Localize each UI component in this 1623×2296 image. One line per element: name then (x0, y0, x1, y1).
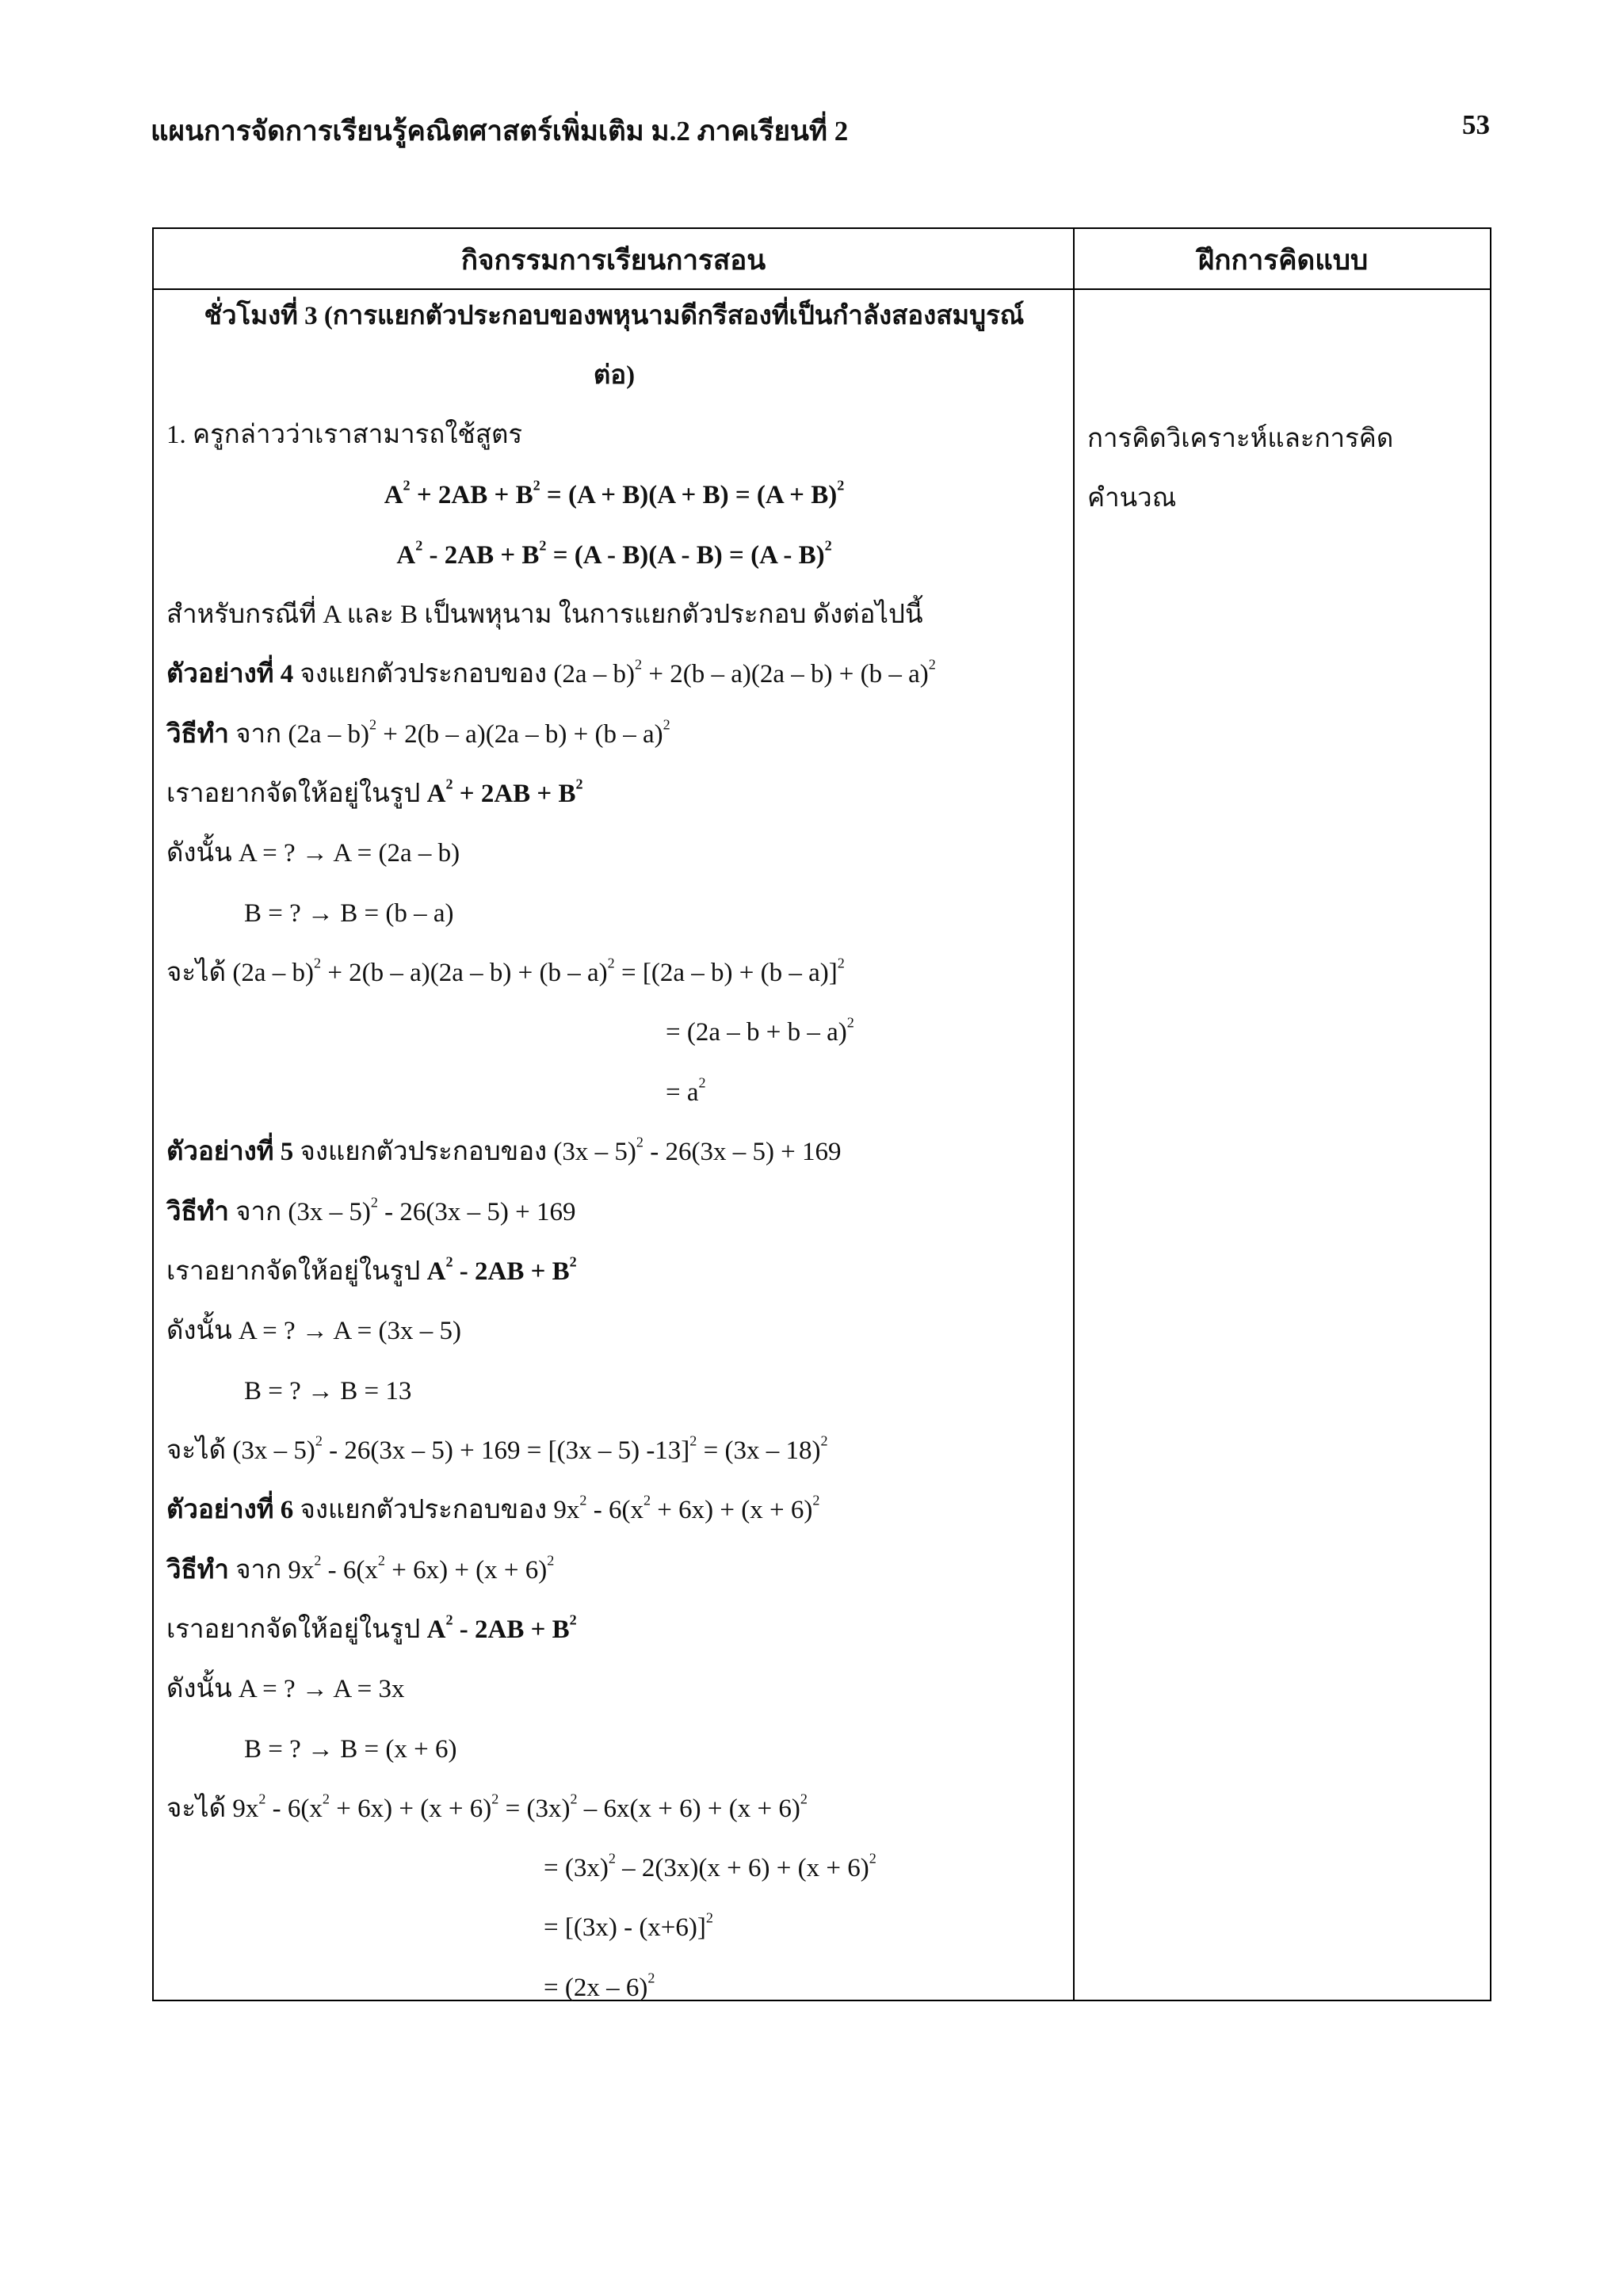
document-header (151, 109, 1490, 157)
page-number: 53 (1462, 109, 1490, 140)
example-4-form: เราอยากจัดให้อยู่ในรูป $A^2 + 2AB + B^2$ (166, 776, 583, 808)
example-5: ตัวอย่างที่ 5 จงแยกตัวประกอบของ (3x – 5)$^2$ - 26(3x – 5) + 169 (166, 1134, 842, 1166)
example-4-a: ดังนั้น A = ? → A = (2a – b) (166, 839, 460, 868)
thinking-note-line-2: คำนวณ (1087, 484, 1177, 513)
example-6-step-2: = $[(3x) - (x+6)]^2$ (544, 1909, 713, 1942)
hour-title-cont: ต่อ) (593, 361, 636, 390)
example-6-step-1: = $(3x)^2 - 2(3x)(x + 6) + (x + 6)^2$ (544, 1850, 876, 1882)
example-4: ตัวอย่างที่ 4 จงแยกตัวประกอบของ (2a – b)$^2$ + 2(b – a)(2a – b) + (b – a)$^2$ (166, 656, 936, 688)
thinking-note-line-1: การคิดวิเคราะห์และการคิด (1087, 425, 1394, 453)
item-1: 1. ครูกล่าวว่าเราสามารถใช้สูตร (166, 421, 523, 449)
example-5-a: ดังนั้น A = ? → A = (3x – 5) (166, 1317, 461, 1345)
example-4-step: = $(2a - b + b - a)^2$ (666, 1014, 854, 1047)
header-divider (154, 288, 1490, 290)
example-5-result: จะได้ (3x – 5)$^2$ - 26(3x – 5) + 169 = [(3x – 5) -13]$^2$ = (3x – 18)$^2$ (166, 1432, 828, 1465)
case-text: สำหรับกรณีที่ A และ B เป็นพหุนาม ในการแยกตัวประกอบ ดังต่อไปนี้ (166, 601, 923, 629)
example-5-b: B = ? → B = 13 (244, 1377, 412, 1405)
example-6: ตัวอย่างที่ 6 จงแยกตัวประกอบของ $9x^2 - 6(x^2 + 6x) + (x + 6)^2$ (166, 1492, 820, 1524)
example-4-answer: = $a^2$ (666, 1074, 706, 1107)
example-4-b: B = ? → B = (b – a) (244, 899, 454, 928)
document-title: แผนการจัดการเรียนรู้คณิตศาสตร์เพิ่มเติม ม.2 ภาคเรียนที่ 2 (151, 116, 849, 147)
example-6-method: วิธีทำ จาก $9x^2 - 6(x^2 + 6x) + (x + 6)^2$ (166, 1552, 555, 1585)
thinking-cell (1087, 410, 1476, 528)
column-divider (1073, 229, 1075, 2000)
formula-sum: $A^2 + 2AB + B^2 = (A + B)(A + B) = (A + B)^2$ (384, 477, 845, 509)
column-header-thinking: ฝึกการคิดแบบ (1197, 245, 1369, 276)
example-6-b: B = ? → B = (x + 6) (244, 1735, 457, 1764)
example-6-form: เราอยากจัดให้อยู่ในรูป $A^2 - 2AB + B^2$ (166, 1611, 577, 1644)
hour-title: ชั่วโมงที่ 3 (การแยกตัวประกอบของพหุนามดีกรีสองที่เป็นกำลังสองสมบูรณ์ (204, 302, 1025, 330)
example-5-method: วิธีทำ จาก (3x – 5)$^2$ - 26(3x – 5) + 169 (166, 1194, 576, 1226)
example-5-form: เราอยากจัดให้อยู่ในรูป $A^2 - 2AB + B^2$ (166, 1253, 577, 1286)
column-header-activities: กิจกรรมการเรียนการสอน (460, 245, 766, 276)
example-6-answer: = (2x – 6)$^2$ (544, 1970, 655, 2002)
example-6-a: ดังนั้น A = ? → A = 3x (166, 1675, 405, 1703)
formula-diff: $A^2 - 2AB + B^2 = (A - B)(A - B) = (A - B)^2$ (396, 537, 832, 570)
example-4-result: จะได้ $(2a - b)^2 + 2(b - a)(2a - b) + (b - a)^2 = [(2a - b) + (b - a)]^2$ (166, 955, 845, 987)
example-4-method: วิธีทำ จาก (2a – b)$^2$ + 2(b – a)(2a – b) + (b – a)$^2$ (166, 716, 670, 749)
lesson-table (152, 227, 1491, 2001)
example-6-result: จะได้ $9x^2 - 6(x^2 + 6x) + (x + 6)^2 = (3x)^2 - 6x(x + 6) + (x + 6)^2$ (166, 1791, 808, 1823)
